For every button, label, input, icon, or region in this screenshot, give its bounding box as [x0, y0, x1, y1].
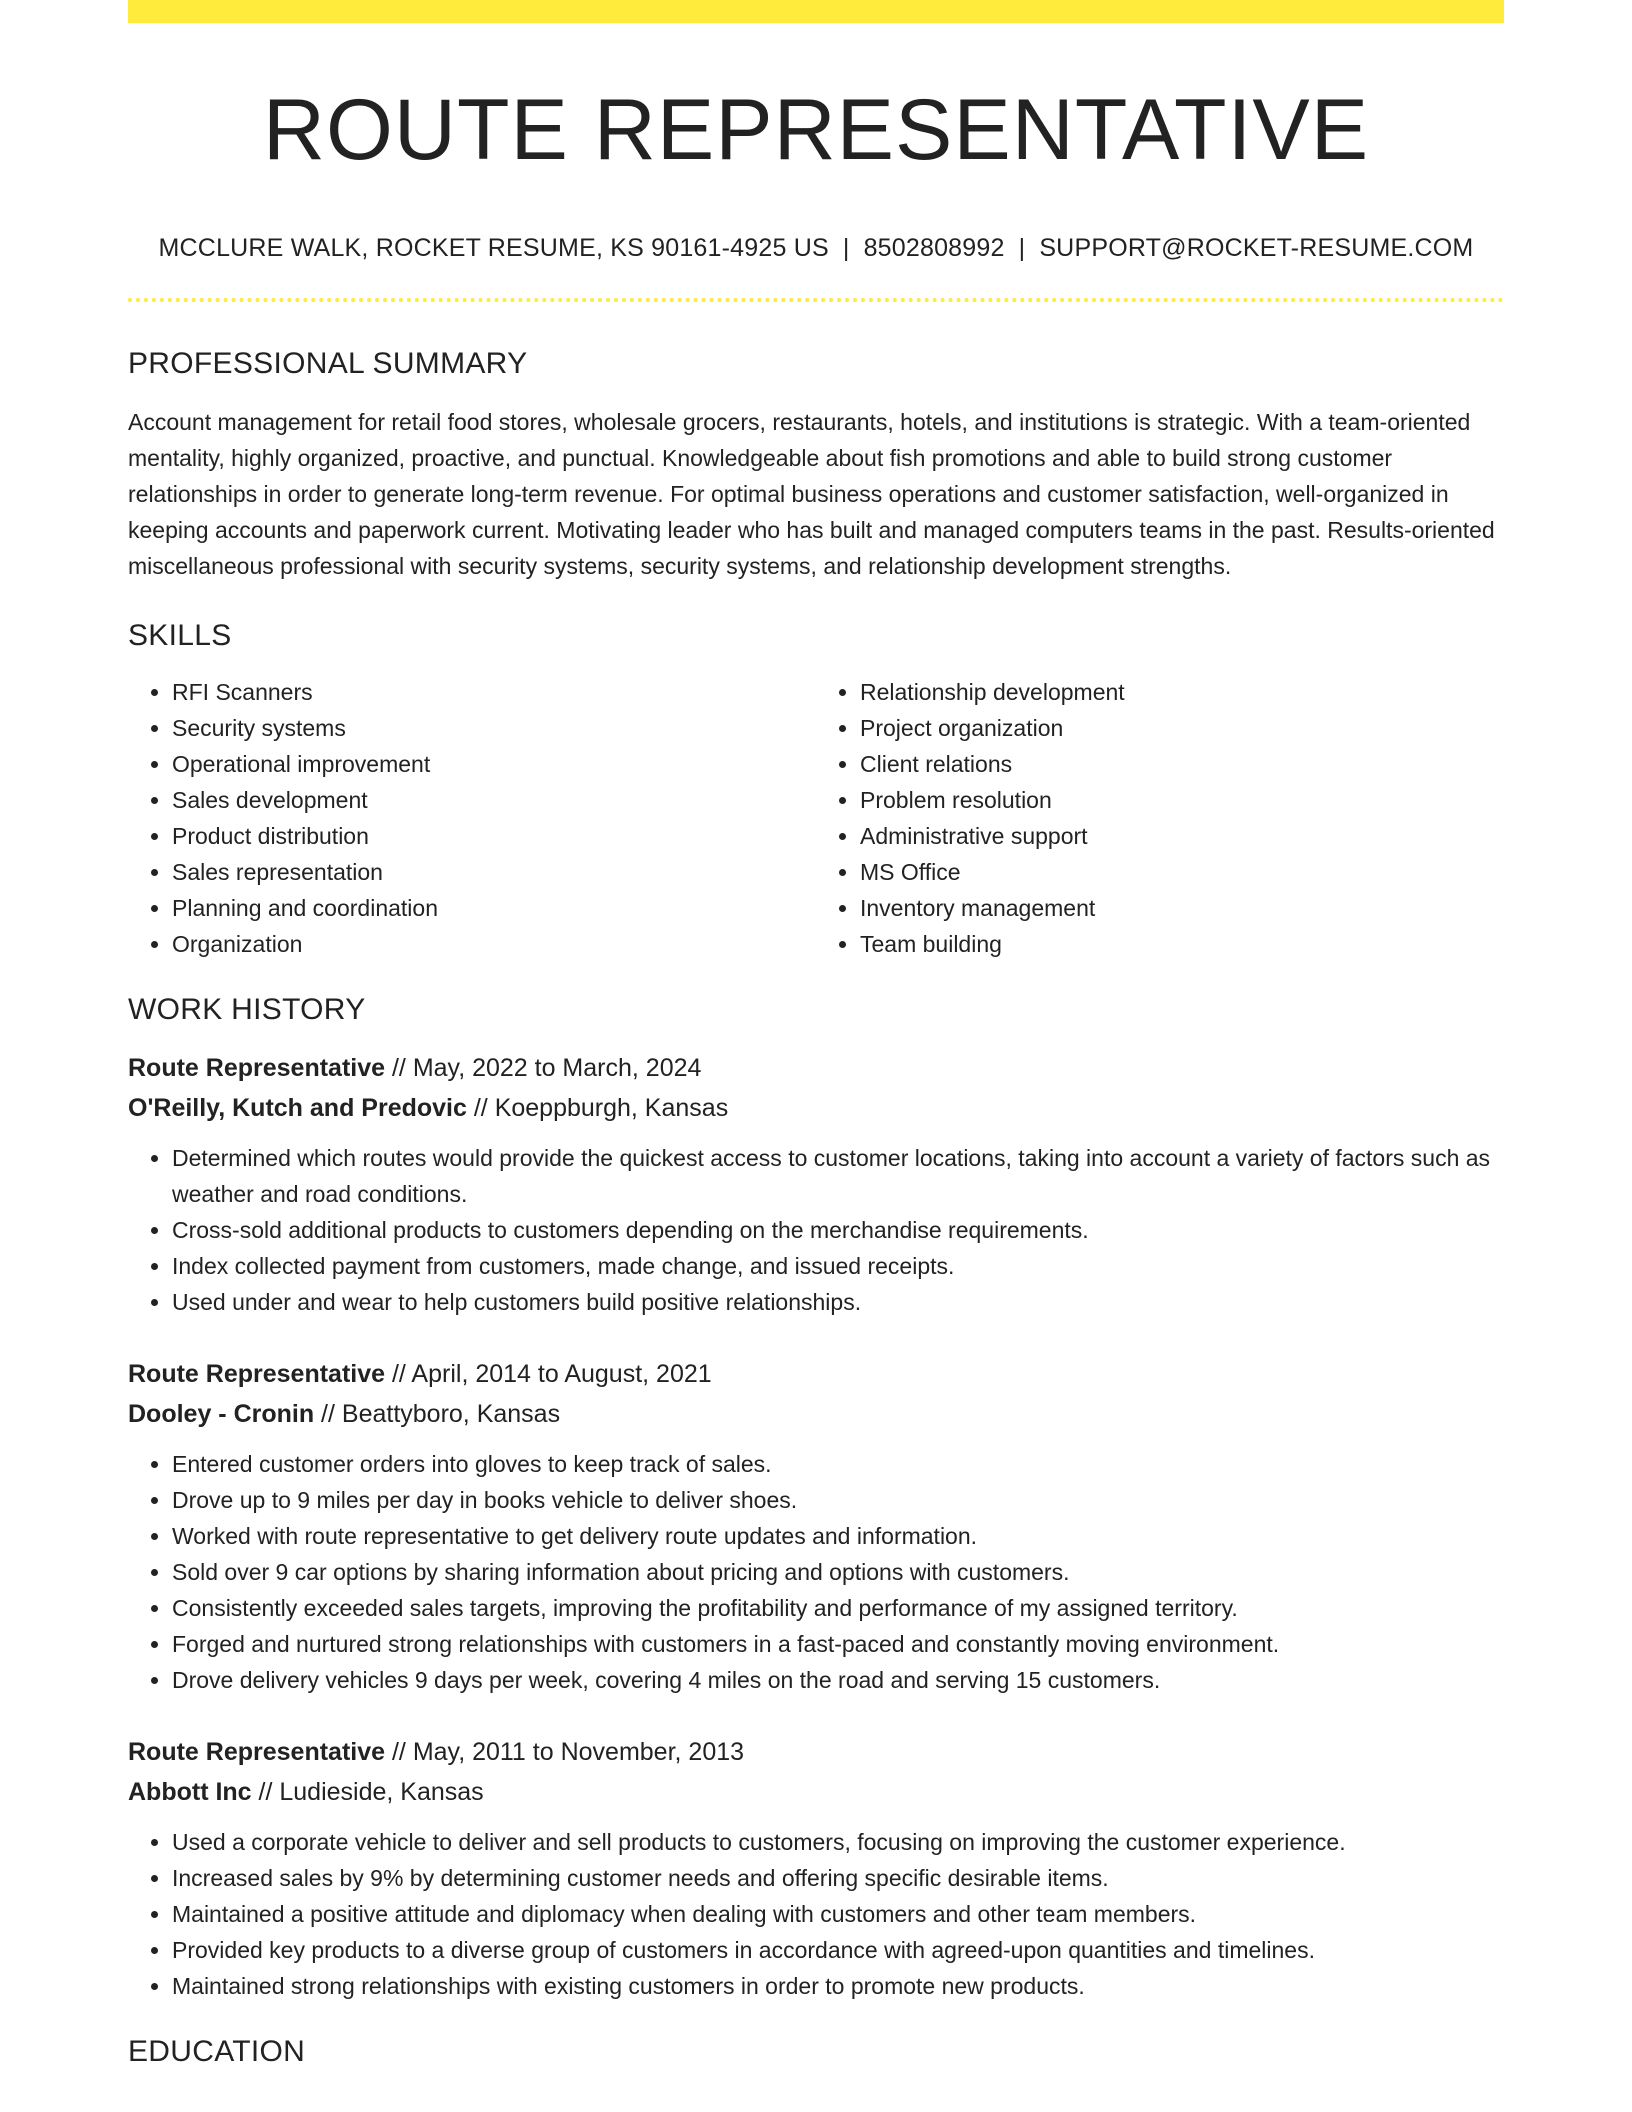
skill-item: • Relationship development — [860, 674, 1504, 710]
contact-separator: | — [842, 234, 850, 262]
job-company-line — [128, 1394, 1504, 1434]
duty-item: • Used under and wear to help customers build positive relationships. — [172, 1284, 1504, 1320]
duty-item: • Forged and nurtured strong relationships with customers in a fast-paced and constantly moving environment. — [172, 1626, 1504, 1662]
skill-item: • MS Office — [860, 854, 1504, 890]
skill-item: • Sales development — [172, 782, 816, 818]
job-entry — [128, 1354, 1504, 1698]
job-title-line — [128, 1354, 1504, 1394]
job-entry — [128, 1048, 1504, 1320]
skill-item: • Team building — [860, 926, 1504, 962]
job-role: Route Representative — [128, 1360, 386, 1388]
job-entry — [128, 1732, 1504, 2004]
job-title-line — [128, 1732, 1504, 1772]
duty-item: • Provided key products to a diverse group of customers in accordance with agreed-upon quantities and timelines. — [172, 1932, 1504, 1968]
contact-line — [128, 232, 1504, 264]
skills-column-left — [128, 674, 816, 962]
skill-item: • Operational improvement — [172, 746, 816, 782]
job-location: // Beattyboro, Kansas — [314, 1400, 561, 1428]
skill-item: • Administrative support — [860, 818, 1504, 854]
skills-column-right — [816, 674, 1504, 962]
skills-heading: SKILLS — [128, 619, 232, 652]
contact-separator: | — [1018, 234, 1026, 262]
job-company-line — [128, 1088, 1504, 1128]
job-title-line — [128, 1048, 1504, 1088]
skill-item: • Project organization — [860, 710, 1504, 746]
job-dates: // April, 2014 to August, 2021 — [385, 1360, 712, 1388]
contact-address: MCCLURE WALK, ROCKET RESUME, KS 90161-4925 US — [158, 234, 829, 262]
contact-email: SUPPORT@ROCKET-RESUME.COM — [1039, 234, 1474, 262]
job-location: // Ludieside, Kansas — [251, 1778, 484, 1806]
duty-item: • Drove delivery vehicles 9 days per week, covering 4 miles on the road and serving 15 customers. — [172, 1662, 1504, 1698]
skill-item: • Sales representation — [172, 854, 816, 890]
duty-item: • Increased sales by 9% by determining customer needs and offering specific desirable items. — [172, 1860, 1504, 1896]
job-dates: // May, 2011 to November, 2013 — [385, 1738, 745, 1766]
duty-item: • Consistently exceeded sales targets, improving the profitability and performance of my assigned territory. — [172, 1590, 1504, 1626]
education-heading: EDUCATION — [128, 2035, 306, 2068]
skill-item: • Client relations — [860, 746, 1504, 782]
resume-name: ROUTE REPRESENTATIVE — [262, 82, 1370, 178]
duty-item: • Maintained strong relationships with existing customers in order to promote new products. — [172, 1968, 1504, 2004]
job-location: // Koeppburgh, Kansas — [466, 1094, 729, 1122]
resume-content — [128, 0, 1504, 2070]
duty-item: • Worked with route representative to get delivery route updates and information. — [172, 1518, 1504, 1554]
skill-item: • Product distribution — [172, 818, 816, 854]
job-duties — [128, 1140, 1504, 1320]
skill-item: • Organization — [172, 926, 816, 962]
job-role: Route Representative — [128, 1738, 386, 1766]
duty-item: • Used a corporate vehicle to deliver and sell products to customers, focusing on improving the customer experience. — [172, 1824, 1504, 1860]
skills-list — [128, 674, 1504, 962]
skill-item: • RFI Scanners — [172, 674, 816, 710]
job-duties — [128, 1446, 1504, 1698]
job-company: O'Reilly, Kutch and Predovic — [128, 1094, 467, 1122]
duty-item: • Determined which routes would provide the quickest access to customer locations, taking into account a variety of factors such as weather and road conditions. — [172, 1140, 1504, 1212]
job-company: Abbott Inc — [128, 1778, 252, 1806]
summary-text: Account management for retail food stores, wholesale grocers, restaurants, hotels, and institutions is strategic. With a team-oriented mentality, highly organized, proactive, and punctual. Knowledgeable about fish promotions and able to build strong customer relationships in order to generate long-term revenue. For optimal business operations and customer satisfaction, well-organized in keeping accounts and paperwork current. Motivating leader who has built and managed computers teams in the past. Results-oriented miscellaneous professional with security systems, security systems, and relationship development strengths. — [128, 409, 1495, 579]
dotted-divider — [128, 298, 1504, 302]
job-dates: // May, 2022 to March, 2024 — [385, 1054, 702, 1082]
job-role: Route Representative — [128, 1054, 386, 1082]
skill-item: • Problem resolution — [860, 782, 1504, 818]
skill-item: • Security systems — [172, 710, 816, 746]
duty-item: • Cross-sold additional products to customers depending on the merchandise requirements. — [172, 1212, 1504, 1248]
summary-heading: PROFESSIONAL SUMMARY — [128, 347, 528, 380]
job-company: Dooley - Cronin — [128, 1400, 315, 1428]
contact-phone: 8502808992 — [863, 234, 1005, 262]
duty-item: • Maintained a positive attitude and diplomacy when dealing with customers and other team members. — [172, 1896, 1504, 1932]
duty-item: • Entered customer orders into gloves to keep track of sales. — [172, 1446, 1504, 1482]
duty-item: • Index collected payment from customers, made change, and issued receipts. — [172, 1248, 1504, 1284]
skill-item: • Planning and coordination — [172, 890, 816, 926]
duty-item: • Sold over 9 car options by sharing information about pricing and options with customers. — [172, 1554, 1504, 1590]
duty-item: • Drove up to 9 miles per day in books vehicle to deliver shoes. — [172, 1482, 1504, 1518]
job-duties — [128, 1824, 1504, 2004]
skill-item: • Inventory management — [860, 890, 1504, 926]
work-history-heading: WORK HISTORY — [128, 993, 366, 1026]
job-company-line — [128, 1772, 1504, 1812]
